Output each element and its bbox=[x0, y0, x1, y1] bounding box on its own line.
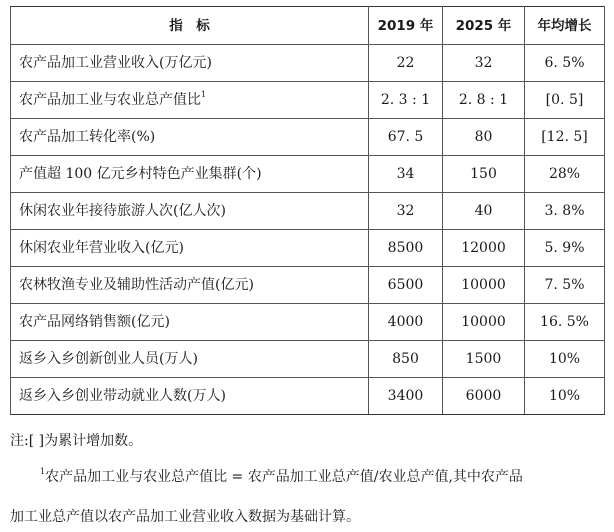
value-2025: 2. 8 : 1 bbox=[443, 82, 525, 119]
indicator-name: 农产品加工转化率(%) bbox=[11, 119, 369, 156]
header-2019: 2019 年 bbox=[369, 7, 443, 45]
annual-growth: 28% bbox=[525, 156, 605, 193]
value-2025: 10000 bbox=[443, 267, 525, 304]
annual-growth: [12. 5] bbox=[525, 119, 605, 156]
table-row bbox=[11, 193, 605, 230]
table-row bbox=[11, 119, 605, 156]
annual-growth: 7. 5% bbox=[525, 267, 605, 304]
indicator-name: 产值超 100 亿元乡村特色产业集群(个) bbox=[11, 156, 369, 193]
value-2025: 1500 bbox=[443, 341, 525, 378]
table-row bbox=[11, 82, 605, 119]
table-row bbox=[11, 230, 605, 267]
annual-growth: 16. 5% bbox=[525, 304, 605, 341]
indicator-name: 农林牧渔专业及辅助性活动产值(亿元) bbox=[11, 267, 369, 304]
indicator-name: 休闲农业年接待旅游人次(亿人次) bbox=[11, 193, 369, 230]
header-indicator: 指 标 bbox=[11, 7, 369, 45]
indicator-name: 农产品网络销售额(亿元) bbox=[11, 304, 369, 341]
indicator-name: 返乡入乡创业带动就业人数(万人) bbox=[11, 378, 369, 415]
annual-growth: 5. 9% bbox=[525, 230, 605, 267]
note-cumulative: 注:[ ]为累计增加数。 bbox=[10, 433, 143, 449]
table-row bbox=[11, 378, 605, 415]
table-row bbox=[11, 267, 605, 304]
indicator-name: 农产品加工业营业收入(万亿元) bbox=[11, 45, 369, 82]
indicator-table-container bbox=[10, 6, 604, 415]
table-row bbox=[11, 304, 605, 341]
value-2025: 12000 bbox=[443, 230, 525, 267]
indicator-name: 农产品加工业与农业总产值比$^1$ bbox=[11, 82, 369, 119]
value-2019: 34 bbox=[369, 156, 443, 193]
value-2025: 10000 bbox=[443, 304, 525, 341]
value-2019: 2. 3 : 1 bbox=[369, 82, 443, 119]
value-2019: 8500 bbox=[369, 230, 443, 267]
value-2019: 6500 bbox=[369, 267, 443, 304]
footnote-mark: 1 bbox=[201, 90, 207, 99]
note-footnote-line-2: 加工业总产值以农产品加工业营业收入数据为基础计算。 bbox=[10, 509, 360, 525]
annual-growth: 6. 5% bbox=[525, 45, 605, 82]
value-2019: 3400 bbox=[369, 378, 443, 415]
footnote-mark: 1 bbox=[40, 467, 46, 476]
value-2025: 150 bbox=[443, 156, 525, 193]
annual-growth: 3. 8% bbox=[525, 193, 605, 230]
table-row bbox=[11, 45, 605, 82]
table-header-row bbox=[11, 7, 605, 45]
note-footnote-line-1: $^1$农产品加工业与农业总产值比 = 农产品加工业总产值/农业总产值,其中农产品 bbox=[40, 467, 523, 485]
annual-growth: 10% bbox=[525, 378, 605, 415]
value-2025: 80 bbox=[443, 119, 525, 156]
annual-growth: [0. 5] bbox=[525, 82, 605, 119]
header-2025: 2025 年 bbox=[443, 7, 525, 45]
value-2019: 4000 bbox=[369, 304, 443, 341]
header-annual-growth: 年均增长 bbox=[525, 7, 605, 45]
value-2025: 40 bbox=[443, 193, 525, 230]
indicator-table bbox=[10, 6, 605, 415]
indicator-name: 休闲农业年营业收入(亿元) bbox=[11, 230, 369, 267]
value-2019: 850 bbox=[369, 341, 443, 378]
value-2019: 32 bbox=[369, 193, 443, 230]
indicator-name: 返乡入乡创新创业人员(万人) bbox=[11, 341, 369, 378]
table-row bbox=[11, 156, 605, 193]
value-2025: 32 bbox=[443, 45, 525, 82]
value-2019: 67. 5 bbox=[369, 119, 443, 156]
value-2019: 22 bbox=[369, 45, 443, 82]
table-row bbox=[11, 341, 605, 378]
annual-growth: 10% bbox=[525, 341, 605, 378]
value-2025: 6000 bbox=[443, 378, 525, 415]
